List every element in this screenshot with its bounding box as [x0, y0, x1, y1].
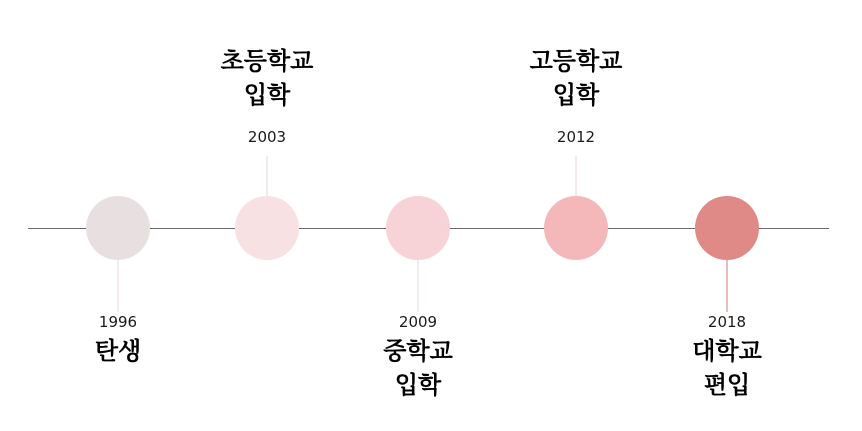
- event-label-line: 입학: [394, 371, 442, 399]
- event-connector: [418, 260, 419, 312]
- event-connector: [727, 260, 728, 312]
- event-year: 2018: [707, 313, 747, 331]
- event-label-line: 고등학교: [529, 47, 623, 75]
- event-connector: [118, 260, 119, 312]
- event-label-line: 편입: [703, 371, 751, 399]
- event-label-line: 탄생: [94, 337, 142, 365]
- event-connector: [576, 156, 577, 196]
- event-marker-2018: [695, 196, 759, 260]
- event-label-line: 입학: [552, 81, 600, 109]
- event-label: [530, 44, 623, 112]
- event-label: [221, 44, 314, 112]
- event-label-line: 입학: [243, 81, 291, 109]
- event-label-line: 대학교: [692, 337, 762, 365]
- event-label-line: 중학교: [383, 337, 453, 365]
- event-year: 2012: [556, 128, 596, 146]
- event-label: [95, 334, 141, 368]
- event-marker-2003: [235, 196, 299, 260]
- event-year: 2003: [247, 128, 287, 146]
- event-year: 1996: [98, 313, 138, 331]
- event-label: [383, 334, 453, 402]
- event-label-line: 초등학교: [220, 47, 314, 75]
- event-label: [692, 334, 762, 402]
- event-year: 2009: [398, 313, 438, 331]
- event-marker-1996: [86, 196, 150, 260]
- event-marker-2012: [544, 196, 608, 260]
- event-connector: [267, 156, 268, 196]
- event-marker-2009: [386, 196, 450, 260]
